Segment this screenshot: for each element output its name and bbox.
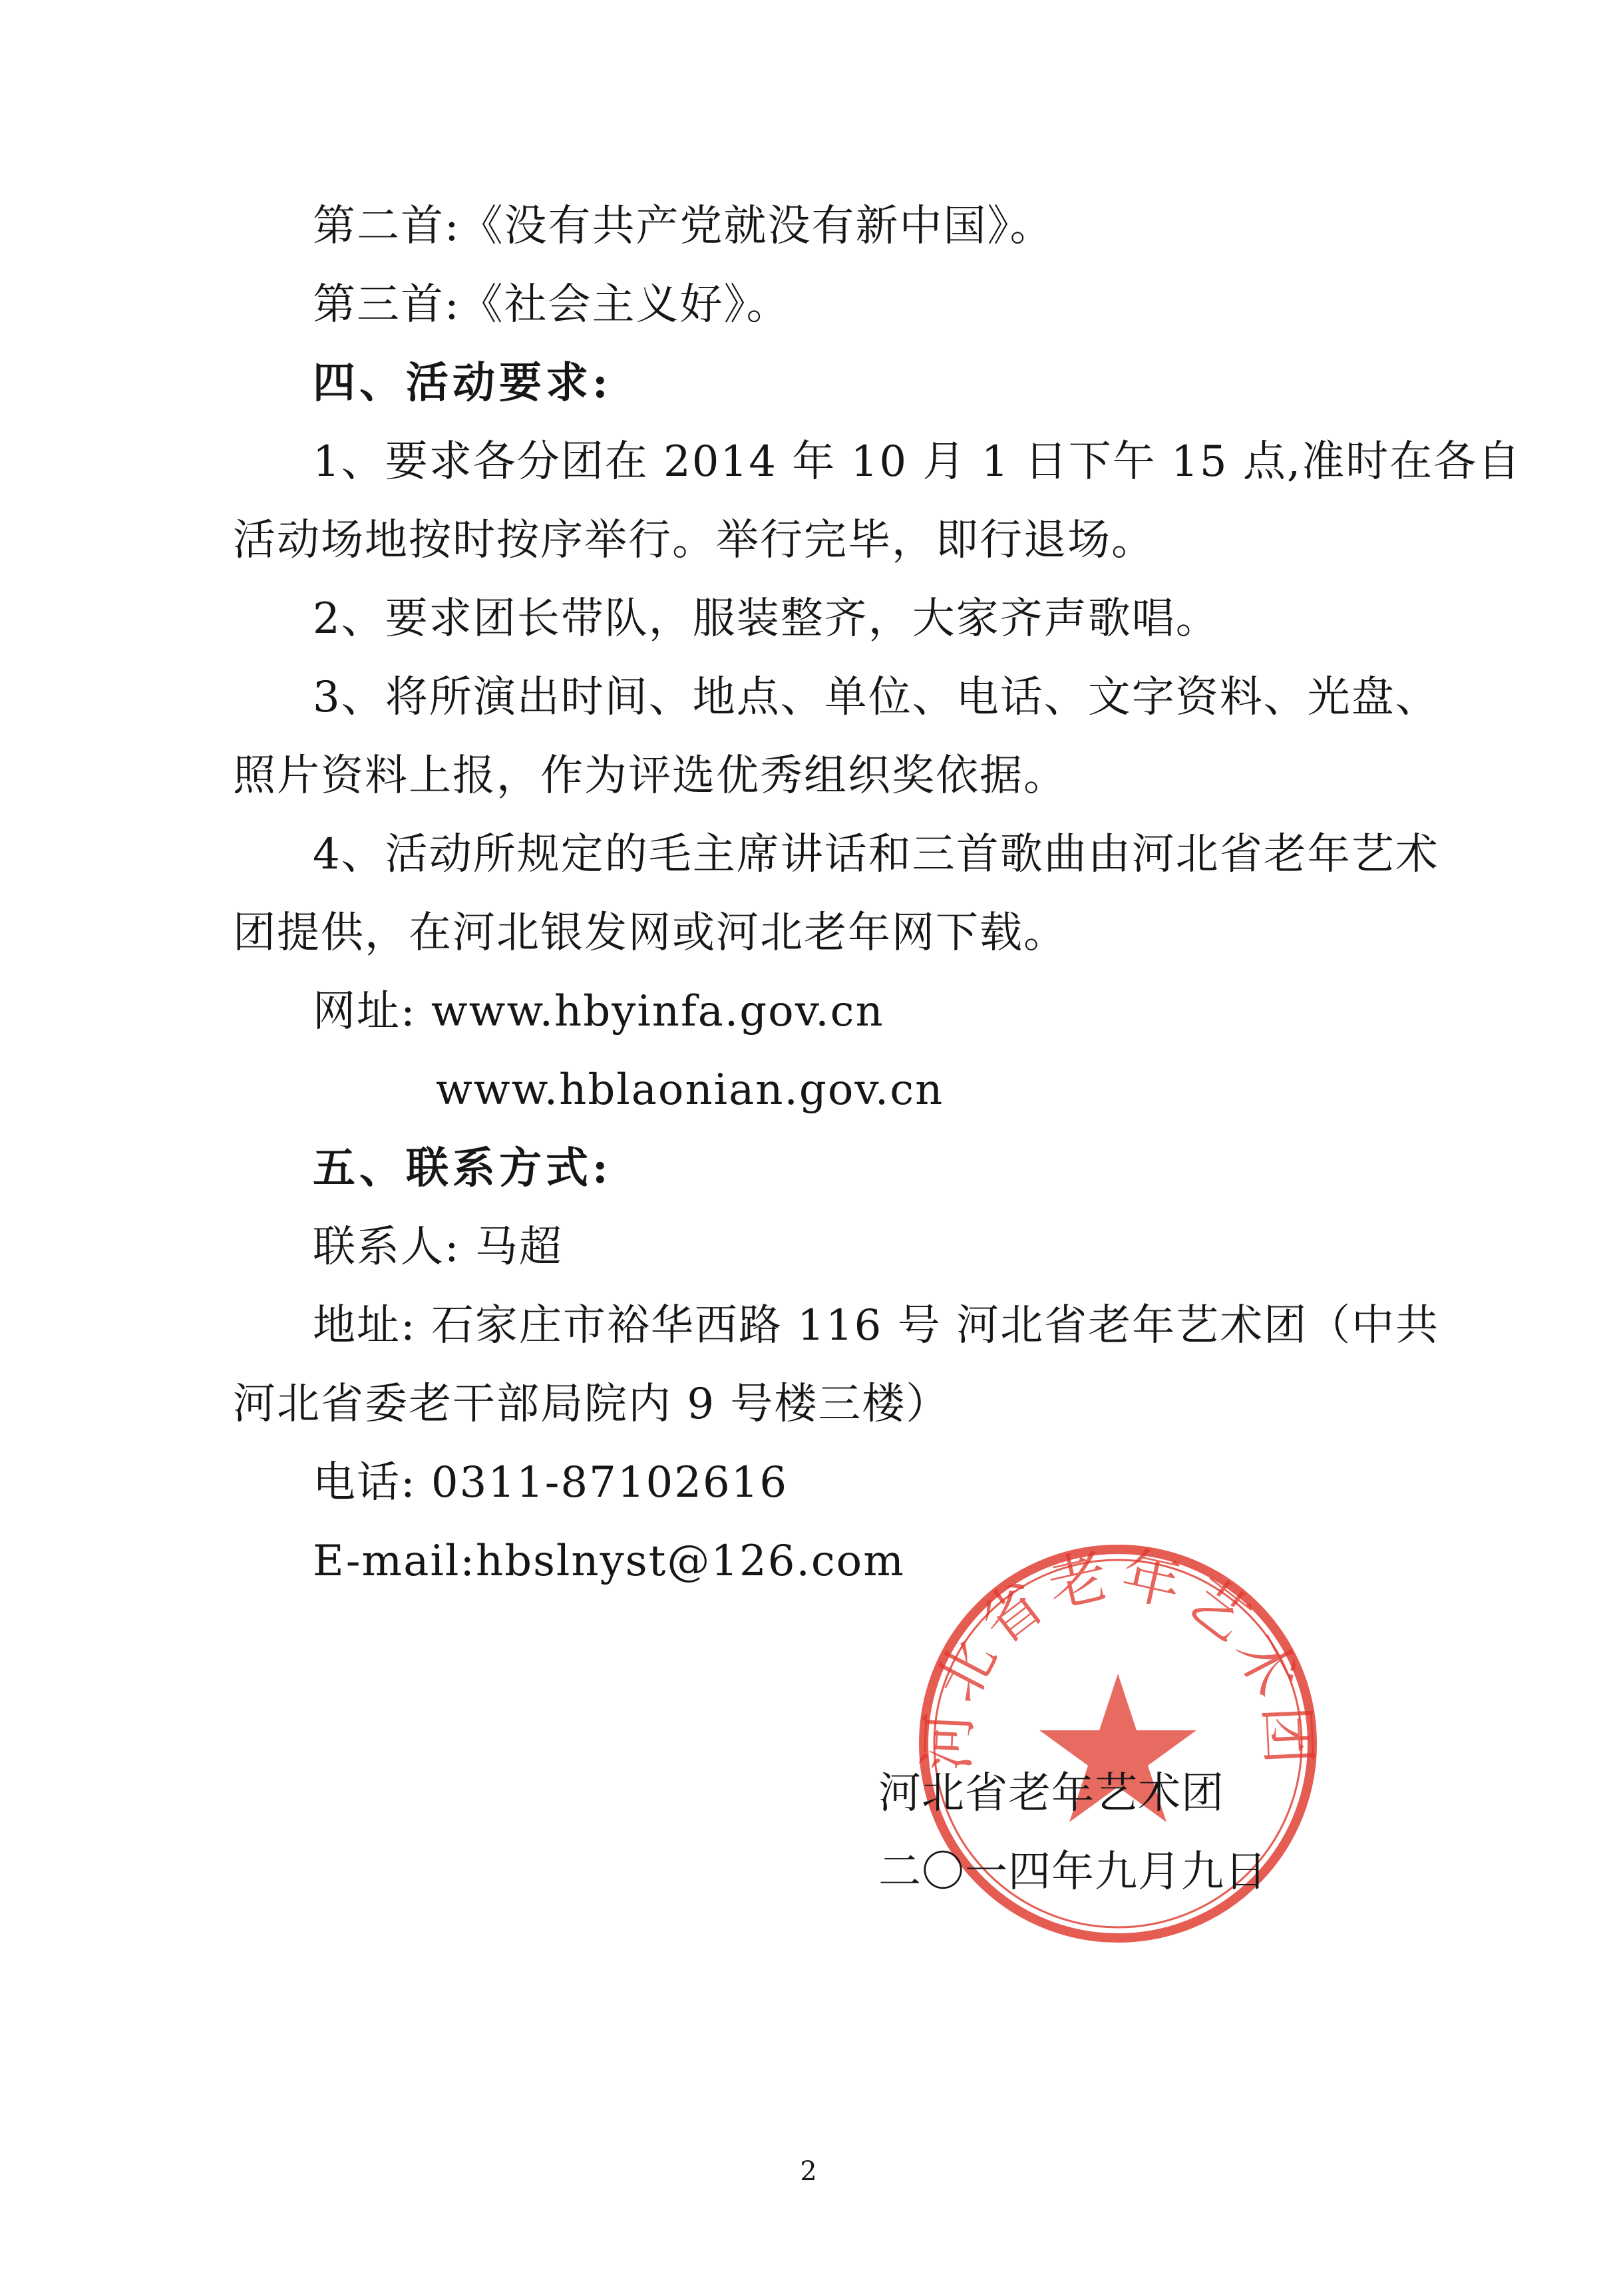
requirement-2: 2、要求团长带队，服装整齐，大家齐声歌唱。 xyxy=(313,594,1220,644)
section-4-heading: 四、活动要求: xyxy=(313,358,612,408)
requirement-1-line-1: 1、要求各分团在 2014 年 10 月 1 日下午 15 点,准时在各自 xyxy=(313,437,1522,486)
requirement-1-line-2: 活动场地按时按序举行。举行完毕，即行退场。 xyxy=(233,516,1155,565)
website-url-2: www.hblaonian.gov.cn xyxy=(436,1065,944,1115)
section-5-heading: 五、联系方式: xyxy=(313,1143,612,1193)
page-number: 2 xyxy=(800,2156,817,2187)
signature-date: 二〇一四年九月九日 xyxy=(878,1847,1268,1897)
contact-person: 联系人: 马超 xyxy=(313,1223,563,1272)
address-line-2: 河北省委老干部局院内 9 号楼三楼） xyxy=(233,1380,950,1429)
requirement-3-line-2: 照片资料上报，作为评选优秀组织奖依据。 xyxy=(233,751,1067,801)
song-3-line: 第三首:《社会主义好》。 xyxy=(313,280,791,329)
song-2-line: 第二首:《没有共产党就没有新中国》。 xyxy=(313,202,1054,251)
requirement-4-line-1: 4、活动所规定的毛主席讲话和三首歌曲由河北省老年艺术 xyxy=(313,830,1439,879)
address-line-1: 地址: 石家庄市裕华西路 116 号 河北省老年艺术团（中共 xyxy=(313,1301,1440,1350)
phone-number: 电话: 0311-87102616 xyxy=(313,1458,789,1507)
requirement-3-line-1: 3、将所演出时间、地点、单位、电话、文字资料、光盘、 xyxy=(313,673,1439,722)
website-url-1: 网址: www.hbyinfa.gov.cn xyxy=(313,987,884,1036)
email-address: E-mail:hbslnyst@126.com xyxy=(313,1537,905,1586)
seal-text: 河北省老年艺术团 xyxy=(912,1539,1324,1773)
requirement-4-line-2: 团提供，在河北银发网或河北老年网下载。 xyxy=(233,908,1067,958)
signature-organization: 河北省老年艺术团 xyxy=(878,1769,1224,1818)
